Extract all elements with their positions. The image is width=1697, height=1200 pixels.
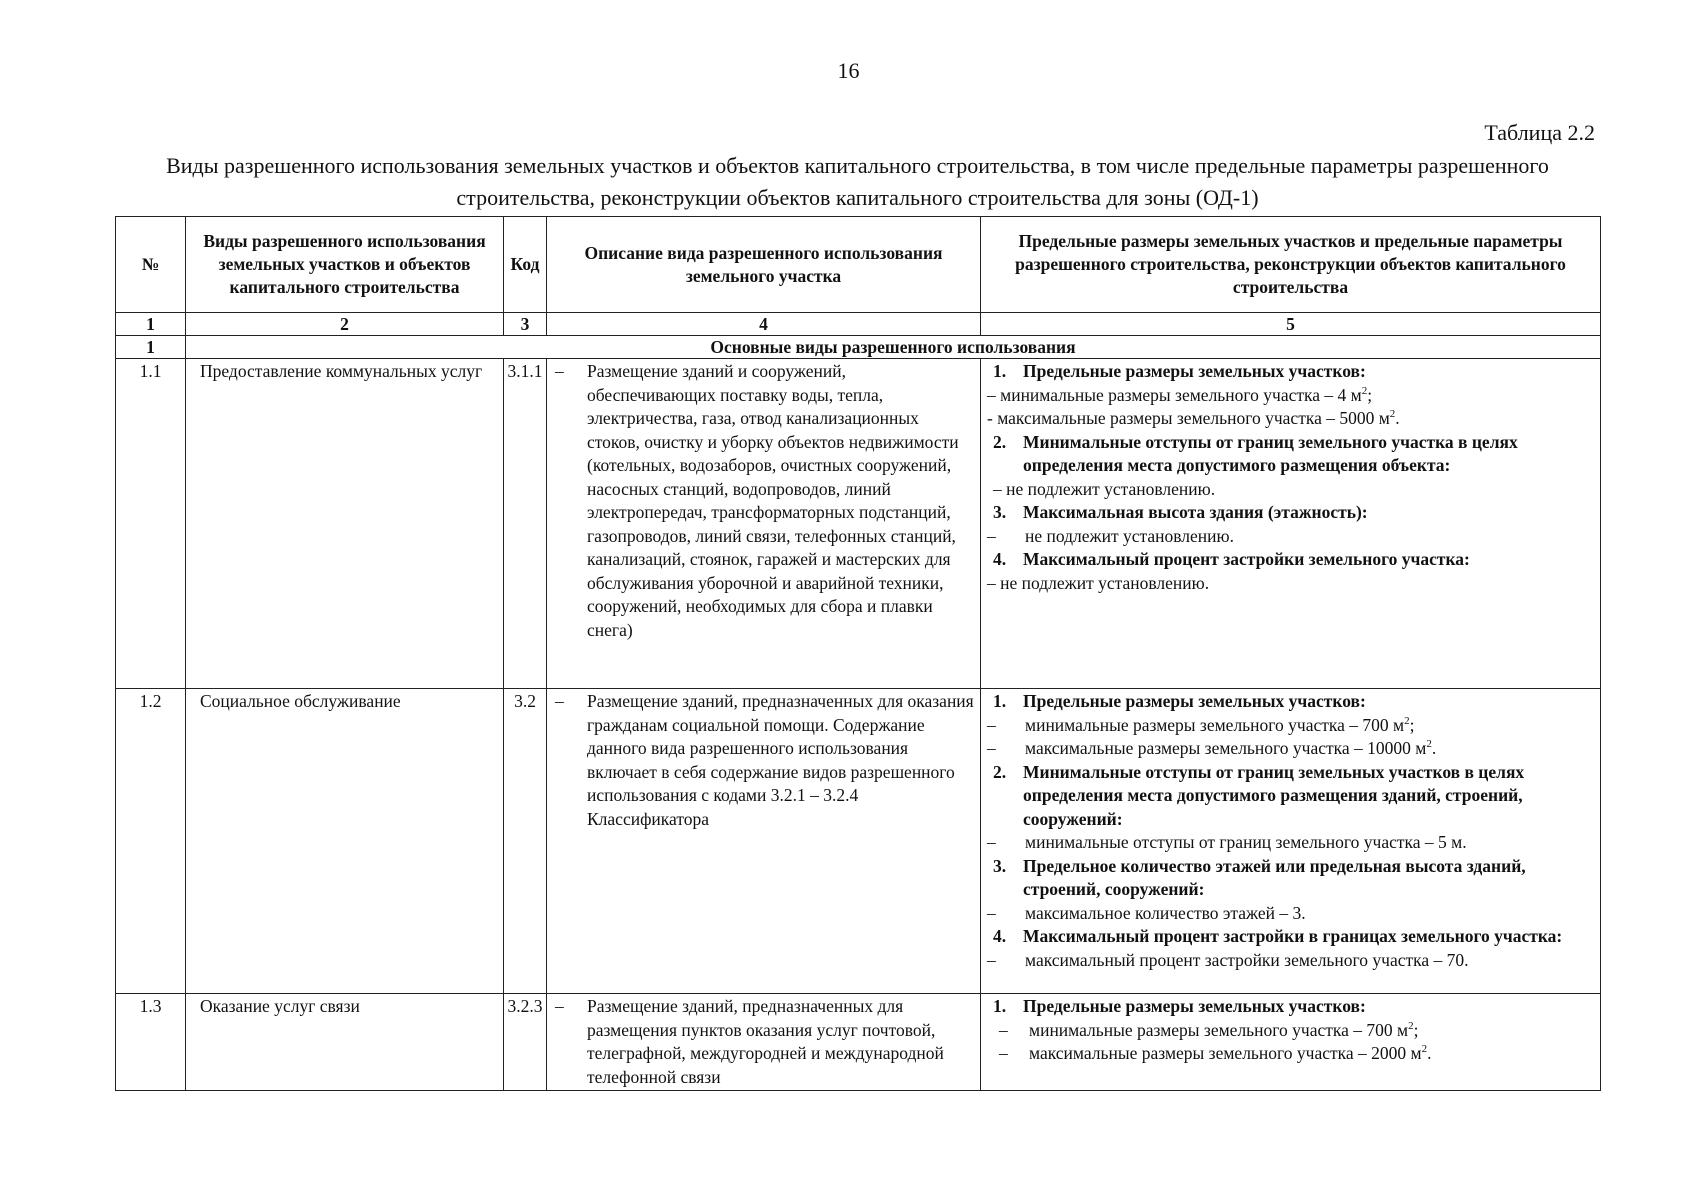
- col-number: 5: [981, 313, 1601, 336]
- param-value: – минимальные размеры земельного участка – 700 $м^2$;: [987, 714, 1415, 735]
- param-value: – минимальные отступы от границ земельного участка – 5 м.: [987, 832, 1467, 852]
- param-heading: 1. Предельные размеры земельных участков:: [993, 691, 1366, 711]
- param-heading: 1. Предельные размеры земельных участков:: [993, 361, 1366, 381]
- table-row: [116, 689, 1601, 994]
- header-params: Предельные размеры земельных участков и предельные параметры разрешенного строительства, реконструкции объектов капитального строительства: [981, 217, 1601, 313]
- dash-marker: –: [555, 691, 564, 711]
- col-number: 3: [504, 313, 547, 336]
- param-value: – максимальные размеры земельного участка – 10000 $м^2$.: [987, 738, 1437, 758]
- dash-marker: –: [555, 361, 564, 381]
- param-heading: 2. Минимальные отступы от границ земельного участка в целях определения места допустимого размещения объекта:: [993, 431, 1518, 475]
- row-num: 1.1: [116, 359, 186, 689]
- param-value: – не подлежит установлению.: [987, 572, 1210, 593]
- header-row: [116, 217, 1601, 313]
- row-desc: [547, 689, 981, 994]
- header-kind: Виды разрешенного использования земельных участков и объектов капитального строительства: [186, 217, 504, 313]
- header-num: №: [116, 217, 186, 313]
- row-code: 3.2.3: [504, 994, 547, 1091]
- col-number: 4: [547, 313, 981, 336]
- land-use-table: [115, 216, 1601, 1091]
- header-code: Код: [504, 217, 547, 313]
- section-title: Основные виды разрешенного использования: [186, 336, 1601, 359]
- param-heading: 4. Максимальный процент застройки земельного участка:: [993, 549, 1470, 569]
- param-value: – не подлежит установлению.: [987, 525, 1234, 546]
- row-kind: Социальное обслуживание: [186, 689, 504, 994]
- table-row: [116, 994, 1601, 1091]
- row-kind: Предоставление коммунальных услуг: [186, 359, 504, 689]
- row-num: 1.2: [116, 689, 186, 994]
- table-row: [116, 359, 1601, 689]
- param-value: – минимальные размеры земельного участка – 4 $м^2$;: [987, 384, 1373, 405]
- param-value: – минимальные размеры земельного участка – 700 $м^2$;: [999, 1019, 1419, 1040]
- param-value: – максимальный процент застройки земельного участка – 70.: [987, 949, 1469, 970]
- section-row: [116, 336, 1601, 359]
- col-number: 1: [116, 313, 186, 336]
- param-value: – максимальные размеры земельного участка – 2000 $м^2$.: [999, 1043, 1432, 1063]
- page-number: 16: [837, 58, 860, 83]
- row-desc: [547, 359, 981, 689]
- table-label: Таблица 2.2: [1484, 120, 1595, 145]
- column-number-row: [116, 313, 1601, 336]
- row-desc-text: Размещение зданий и сооружений, обеспечивающих поставку воды, тепла, электричества, газа, отвод канализационных стоков, очистку и уборку объектов недвижимости (котельных, водозаборов, очистных сооружений, насосных станций, водопроводов, линий электропередач, трансформаторных подстанций, газопроводов, линий связи, телефонных станций, канализаций, стоянок, гаражей и мастерских для обслуживания уборочной и аварийной техники, сооружений, необходимых для сбора и плавки снега): [587, 361, 959, 640]
- table-caption: Виды разрешенного использования земельных участков и объектов капитального строительства, в том числе предельные параметры разрешенного строительства, реконструкции объектов капитального строительства для зоны (ОД-1): [166, 153, 1549, 210]
- param-heading: 1. Предельные размеры земельных участков:: [993, 996, 1366, 1016]
- row-code: 3.1.1: [504, 359, 547, 689]
- row-num: 1.3: [116, 994, 186, 1091]
- param-heading: 4. Максимальный процент застройки в границах земельного участка:: [993, 926, 1563, 946]
- row-desc: [547, 994, 981, 1091]
- row-params: [981, 359, 1601, 689]
- row-kind: Оказание услуг связи: [186, 994, 504, 1091]
- param-value: – не подлежит установлению.: [993, 478, 1216, 499]
- col-number: 2: [186, 313, 504, 336]
- param-value: – максимальное количество этажей – 3.: [987, 902, 1306, 923]
- row-desc-text: Размещение зданий, предназначенных для размещения пунктов оказания услуг почтовой, телеграфной, междугородней и международной телефонной связи: [587, 996, 944, 1087]
- row-params: [981, 689, 1601, 994]
- row-code: 3.2: [504, 689, 547, 994]
- section-num: 1: [116, 336, 186, 359]
- param-heading: 2. Минимальные отступы от границ земельных участков в целях определения места допустимого размещения зданий, строений, сооружений:: [993, 761, 1525, 829]
- param-value: - максимальные размеры земельного участка – 5000 $м^2$.: [987, 408, 1400, 428]
- dash-marker: –: [555, 996, 564, 1016]
- header-desc: Описание вида разрешенного использования земельного участка: [547, 217, 981, 313]
- param-heading: 3. Предельное количество этажей или предельная высота зданий, строений, сооружений:: [993, 855, 1526, 899]
- row-desc-text: Размещение зданий, предназначенных для оказания гражданам социальной помощи. Содержание данного вида разрешенного использования включает в себя содержание видов разрешенного использования с кодами 3.2.1 – 3.2.4 Классификатора: [587, 691, 974, 829]
- param-heading: 3. Максимальная высота здания (этажность):: [993, 502, 1368, 522]
- row-params: [981, 994, 1601, 1091]
